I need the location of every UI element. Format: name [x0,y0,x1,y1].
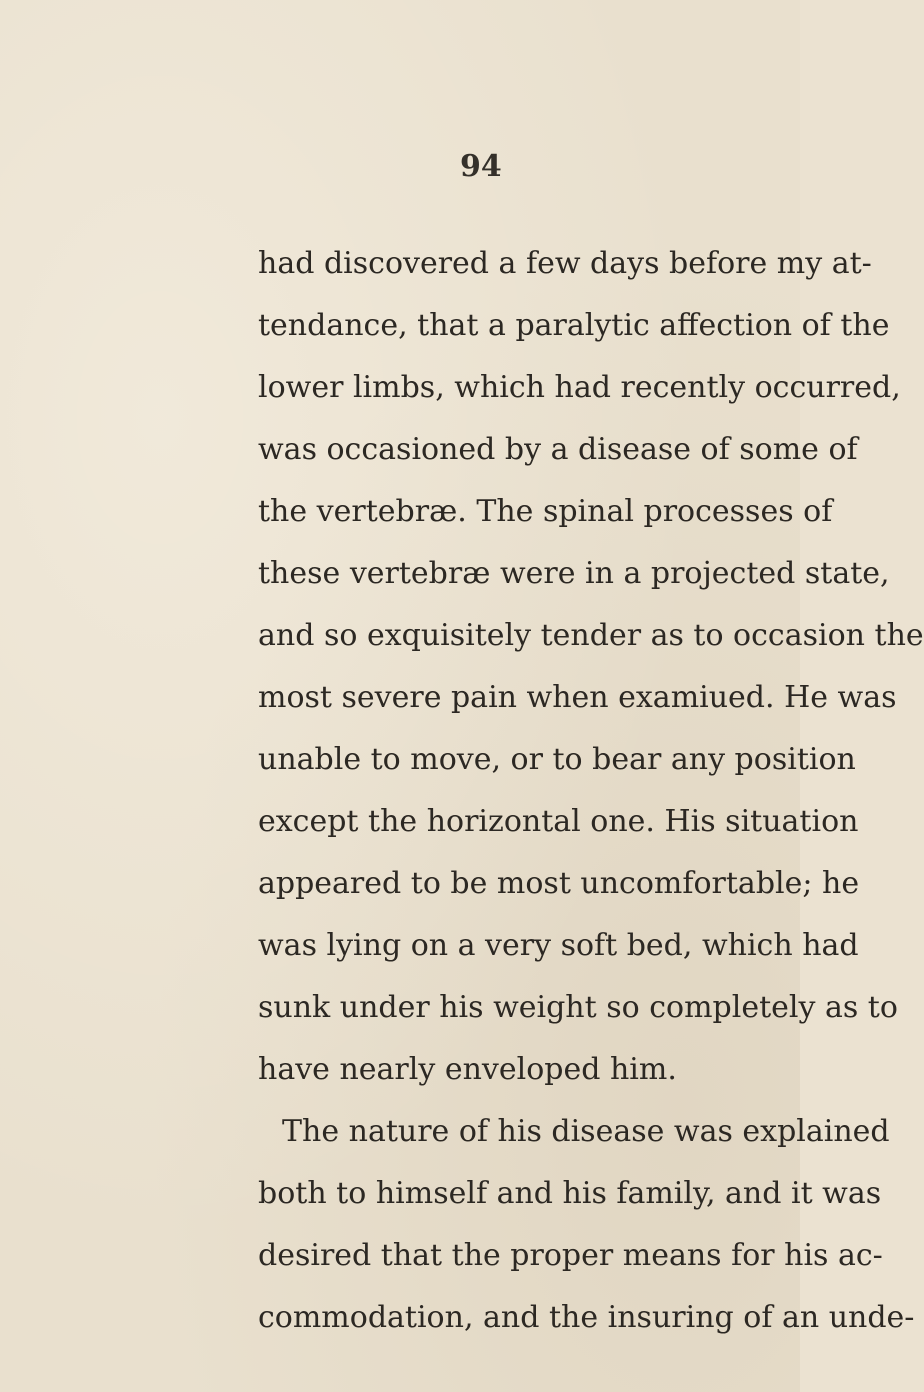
text-line: The nature of his disease was explained [282,1114,890,1149]
text-line: unable to move, or to bear any position [258,742,856,777]
text-line: lower limbs, which had recently occurred, [258,370,901,405]
text-line: the vertebræ. The spinal processes of [258,494,833,529]
text-line: both to himself and his family, and it was [258,1176,882,1211]
text-line: was occasioned by a disease of some of [258,432,858,467]
text-line: was lying on a very soft bed, which had [258,928,859,963]
text-line: have nearly enveloped him. [258,1052,677,1087]
text-line: commodation, and the insuring of an unde- [258,1300,915,1335]
text-line: most severe pain when examiued. He was [258,680,897,715]
text-line: had discovered a few days before my at- [258,246,872,281]
text-line: these vertebræ were in a projected state, [258,556,890,591]
text-line: appeared to be most uncomfortable; he [258,866,860,901]
text-line: and so exquisitely tender as to occasion the [258,618,924,653]
text-line: desired that the proper means for his ac- [258,1238,883,1273]
text-line: sunk under his weight so completely as to [258,990,898,1025]
text-line: tendance, that a paralytic affection of the [258,308,890,343]
text-line: except the horizontal one. His situation [258,804,859,839]
page-number: 94 [460,149,502,184]
